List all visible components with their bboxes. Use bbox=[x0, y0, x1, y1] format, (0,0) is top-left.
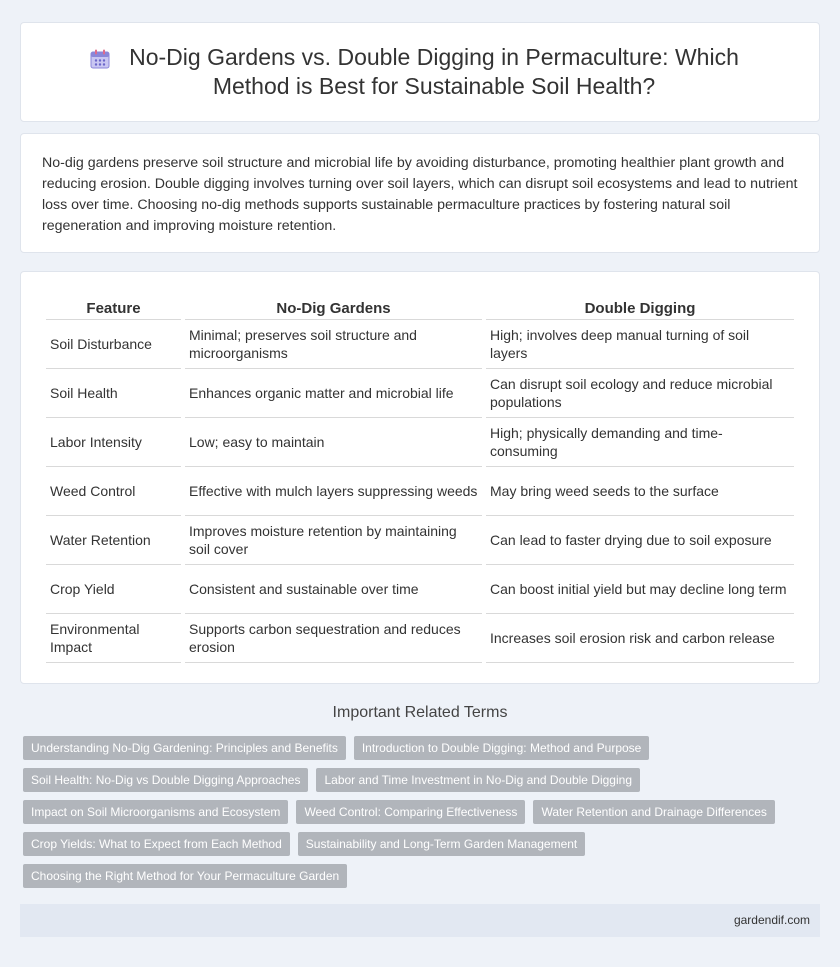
no-dig-cell: Effective with mulch layers suppressing weeds bbox=[185, 467, 482, 516]
double-digging-cell: Can disrupt soil ecology and reduce microbial populations bbox=[486, 369, 794, 418]
related-term-tag[interactable]: Understanding No-Dig Gardening: Principles and Benefits bbox=[23, 736, 346, 760]
related-term-tag[interactable]: Labor and Time Investment in No-Dig and Double Digging bbox=[316, 768, 640, 792]
comparison-table-card bbox=[20, 271, 820, 684]
related-term-tag[interactable]: Sustainability and Long-Term Garden Management bbox=[298, 832, 586, 856]
no-dig-cell: Enhances organic matter and microbial life bbox=[185, 369, 482, 418]
no-dig-cell: Consistent and sustainable over time bbox=[185, 565, 482, 614]
footer bbox=[20, 904, 820, 937]
related-term-tag[interactable]: Introduction to Double Digging: Method and Purpose bbox=[354, 736, 650, 760]
column-header-feature: Feature bbox=[46, 294, 181, 320]
feature-cell: Weed Control bbox=[46, 467, 181, 516]
related-term-tag[interactable]: Soil Health: No-Dig vs Double Digging Approaches bbox=[23, 768, 308, 792]
table-row bbox=[46, 418, 794, 467]
table-row bbox=[46, 467, 794, 516]
feature-cell: Soil Health bbox=[46, 369, 181, 418]
double-digging-cell: High; physically demanding and time-consuming bbox=[486, 418, 794, 467]
double-digging-cell: May bring weed seeds to the surface bbox=[486, 467, 794, 516]
feature-cell: Labor Intensity bbox=[46, 418, 181, 467]
no-dig-cell: Improves moisture retention by maintaining soil cover bbox=[185, 516, 482, 565]
double-digging-cell: High; involves deep manual turning of soil layers bbox=[486, 320, 794, 369]
intro-card bbox=[20, 133, 820, 253]
footer-site-link[interactable]: gardendif.com bbox=[733, 913, 810, 927]
title-card bbox=[20, 22, 820, 122]
related-terms-list bbox=[23, 736, 813, 896]
column-header-no-dig: No-Dig Gardens bbox=[185, 294, 482, 320]
column-header-double-digging: Double Digging bbox=[486, 294, 794, 320]
feature-cell: Crop Yield bbox=[46, 565, 181, 614]
table-row bbox=[46, 516, 794, 565]
no-dig-cell: Low; easy to maintain bbox=[185, 418, 482, 467]
comparison-table bbox=[42, 294, 798, 663]
related-term-tag[interactable]: Impact on Soil Microorganisms and Ecosystem bbox=[23, 800, 288, 824]
table-row bbox=[46, 614, 794, 663]
table-header-row bbox=[46, 294, 794, 320]
related-term-tag[interactable]: Weed Control: Comparing Effectiveness bbox=[296, 800, 525, 824]
feature-cell: Water Retention bbox=[46, 516, 181, 565]
intro-paragraph: No-dig gardens preserve soil structure and microbial life by avoiding disturbance, promoting healthier plant growth and reducing erosion. Double digging involves turning over soil layers, which can disrupt soil ecosystems and lead to nutrient loss over time. Choosing no-dig methods supports sustainable permaculture practices by fostering natural soil regeneration and improving moisture retention. bbox=[42, 155, 798, 234]
table-row bbox=[46, 320, 794, 369]
table-row bbox=[46, 565, 794, 614]
table-row bbox=[46, 369, 794, 418]
double-digging-cell: Increases soil erosion risk and carbon release bbox=[486, 614, 794, 663]
no-dig-cell: Supports carbon sequestration and reduces erosion bbox=[185, 614, 482, 663]
related-term-tag[interactable]: Crop Yields: What to Expect from Each Method bbox=[23, 832, 290, 856]
feature-cell: Soil Disturbance bbox=[46, 320, 181, 369]
page-title: No-Dig Gardens vs. Double Digging in Permaculture: Which Method is Best for Sustainable Soil Health? bbox=[129, 44, 739, 99]
related-term-tag[interactable]: Water Retention and Drainage Differences bbox=[533, 800, 774, 824]
double-digging-cell: Can lead to faster drying due to soil exposure bbox=[486, 516, 794, 565]
feature-cell: Environmental Impact bbox=[46, 614, 181, 663]
no-dig-cell: Minimal; preserves soil structure and microorganisms bbox=[185, 320, 482, 369]
related-term-tag[interactable]: Choosing the Right Method for Your Permaculture Garden bbox=[23, 864, 347, 888]
related-terms-heading: Important Related Terms bbox=[332, 704, 508, 721]
double-digging-cell: Can boost initial yield but may decline long term bbox=[486, 565, 794, 614]
